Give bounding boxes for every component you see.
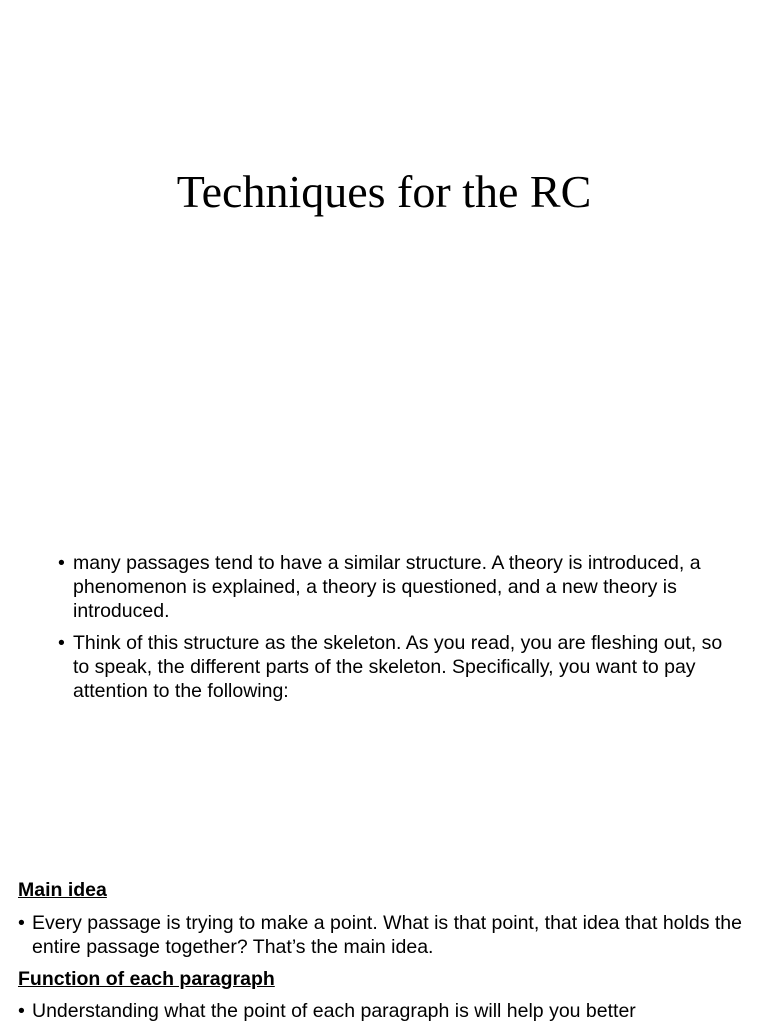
bullet-marker: •: [18, 1000, 25, 1022]
slide-title: Techniques for the RC: [176, 166, 592, 217]
slide-bullet-list: [58, 551, 728, 711]
list-item: [58, 631, 728, 703]
bullet-marker: •: [58, 632, 65, 654]
bullet-marker: •: [18, 912, 25, 934]
section-heading-main-idea: Main idea: [18, 879, 107, 901]
bullet-marker: •: [58, 552, 65, 574]
list-item: [18, 999, 748, 1023]
bullet-text: Every passage is trying to make a point. What is that point, that idea that holds the entire passage together? That’s the main idea.: [32, 912, 742, 958]
list-item: [58, 551, 728, 623]
bullet-text: Understanding what the point of each paragraph is will help you better: [32, 1000, 636, 1022]
section-bullet-list: [18, 999, 748, 1023]
bullet-text: many passages tend to have a similar structure. A theory is introduced, a phenomenon is explained, a theory is questioned, and a new theory is introduced.: [73, 552, 701, 622]
bullet-text: Think of this structure as the skeleton. As you read, you are fleshing out, so to speak, the different parts of the skeleton. Specifically, you want to pay attention to the following:: [73, 632, 723, 702]
list-item: [18, 911, 748, 959]
section-bullet-list: [18, 911, 748, 959]
section-heading-function-of-paragraph: Function of each paragraph: [18, 968, 275, 990]
